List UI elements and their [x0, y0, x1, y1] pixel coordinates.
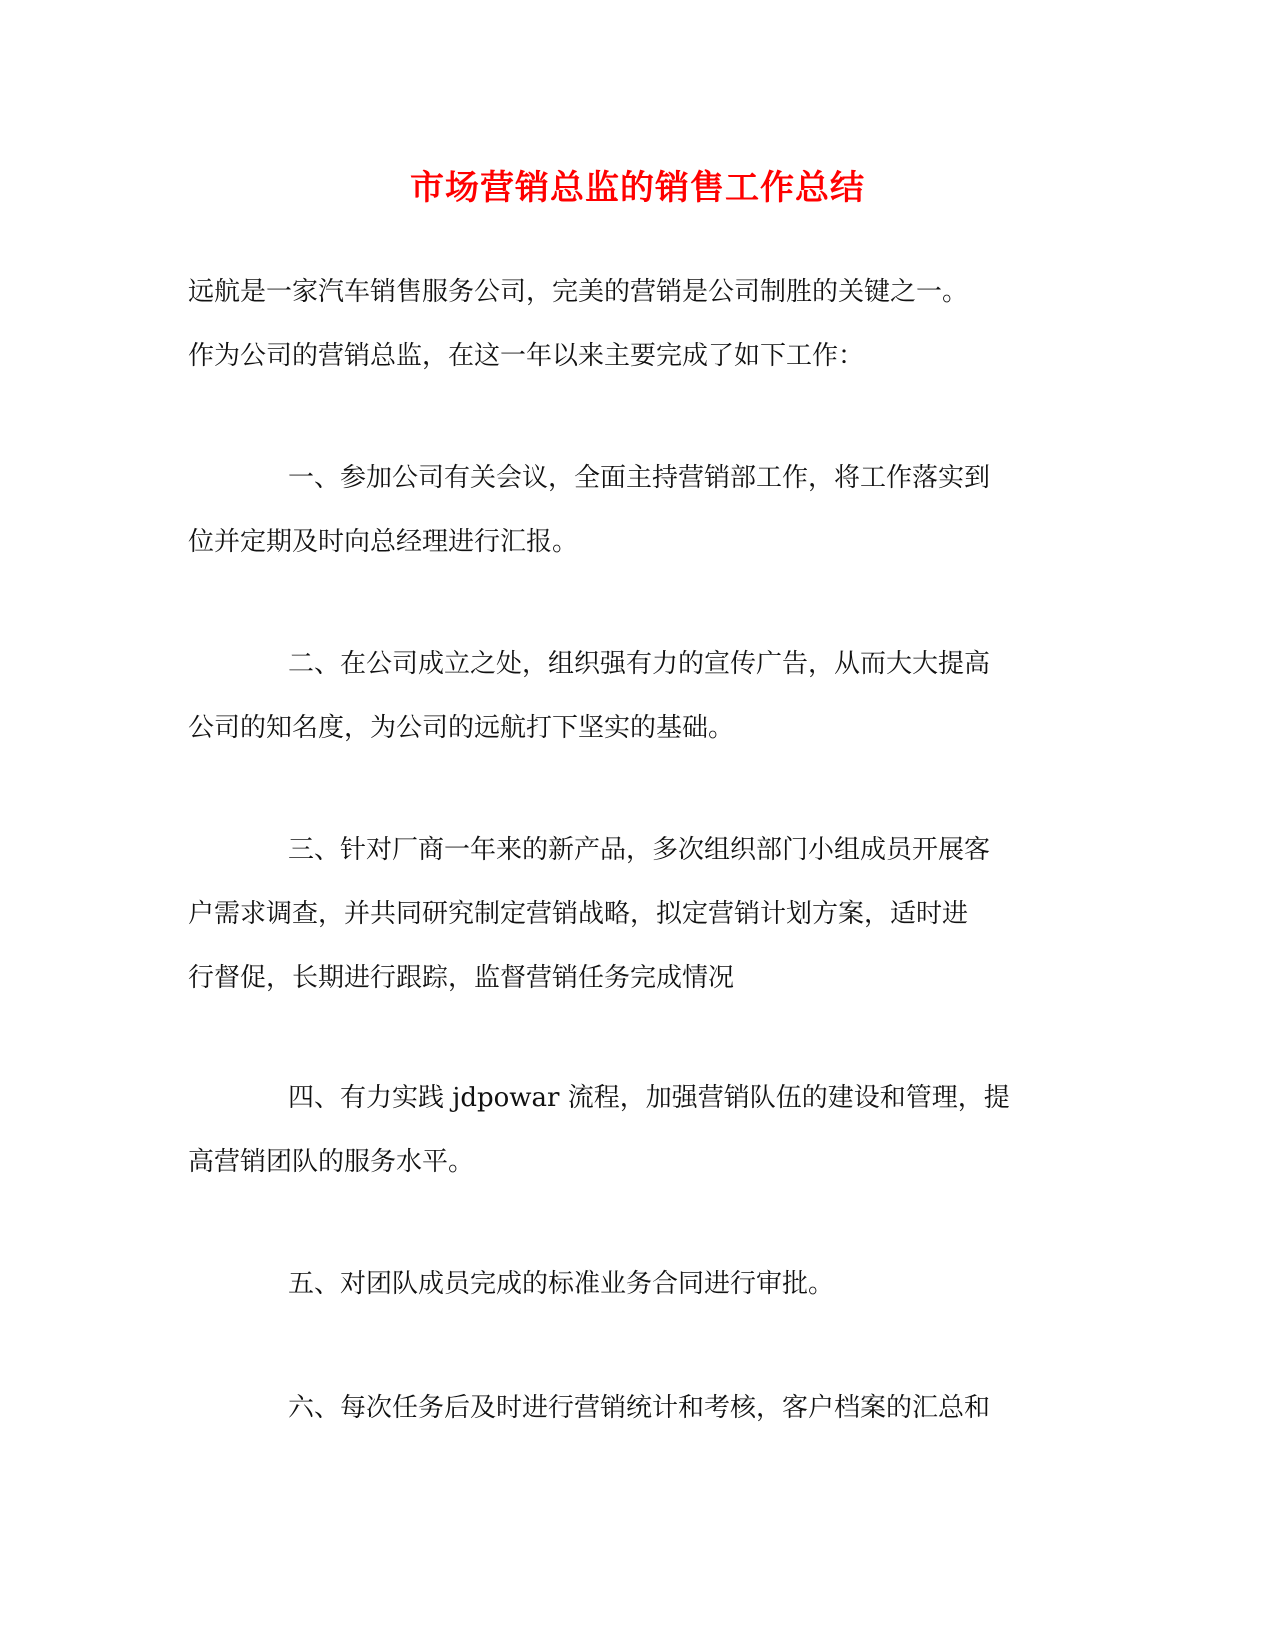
item-paragraph-5	[188, 1252, 1068, 1316]
item-paragraph-4	[188, 1066, 1068, 1194]
paragraph-line: 作为公司的营销总监，在这一年以来主要完成了如下工作：	[188, 341, 865, 371]
paragraph-line: 四、有力实践 jdpowar 流程，加强营销队伍的建设和管理，提	[288, 1083, 1010, 1113]
paragraph-line: 三、针对厂商一年来的新产品，多次组织部门小组成员开展客	[288, 835, 991, 865]
paragraph-line: 高营销团队的服务水平。	[188, 1147, 475, 1177]
paragraph-line: 六、每次任务后及时进行营销统计和考核，客户档案的汇总和	[288, 1393, 991, 1423]
paragraph-line: 户需求调查，并共同研究制定营销战略，拟定营销计划方案，适时进	[188, 899, 969, 929]
item-paragraph-1	[188, 446, 1068, 574]
paragraph-line: 行督促，长期进行跟踪，监督营销任务完成情况	[188, 963, 735, 993]
paragraph-line: 一、参加公司有关会议，全面主持营销部工作，将工作落实到	[288, 463, 991, 493]
item-paragraph-2	[188, 632, 1068, 760]
document-title: 市场营销总监的销售工作总结	[410, 168, 865, 208]
item-paragraph-6	[188, 1376, 1068, 1440]
intro-paragraph	[188, 260, 1068, 388]
paragraph-line: 五、对团队成员完成的标准业务合同进行审批。	[288, 1269, 835, 1299]
paragraph-line: 公司的知名度，为公司的远航打下坚实的基础。	[188, 713, 735, 743]
paragraph-line: 位并定期及时向总经理进行汇报。	[188, 527, 579, 557]
paragraph-line: 远航是一家汽车销售服务公司，完美的营销是公司制胜的关键之一。	[188, 277, 969, 307]
item-paragraph-3	[188, 818, 1068, 1010]
paragraph-line: 二、在公司成立之处，组织强有力的宣传广告，从而大大提高	[288, 649, 991, 679]
